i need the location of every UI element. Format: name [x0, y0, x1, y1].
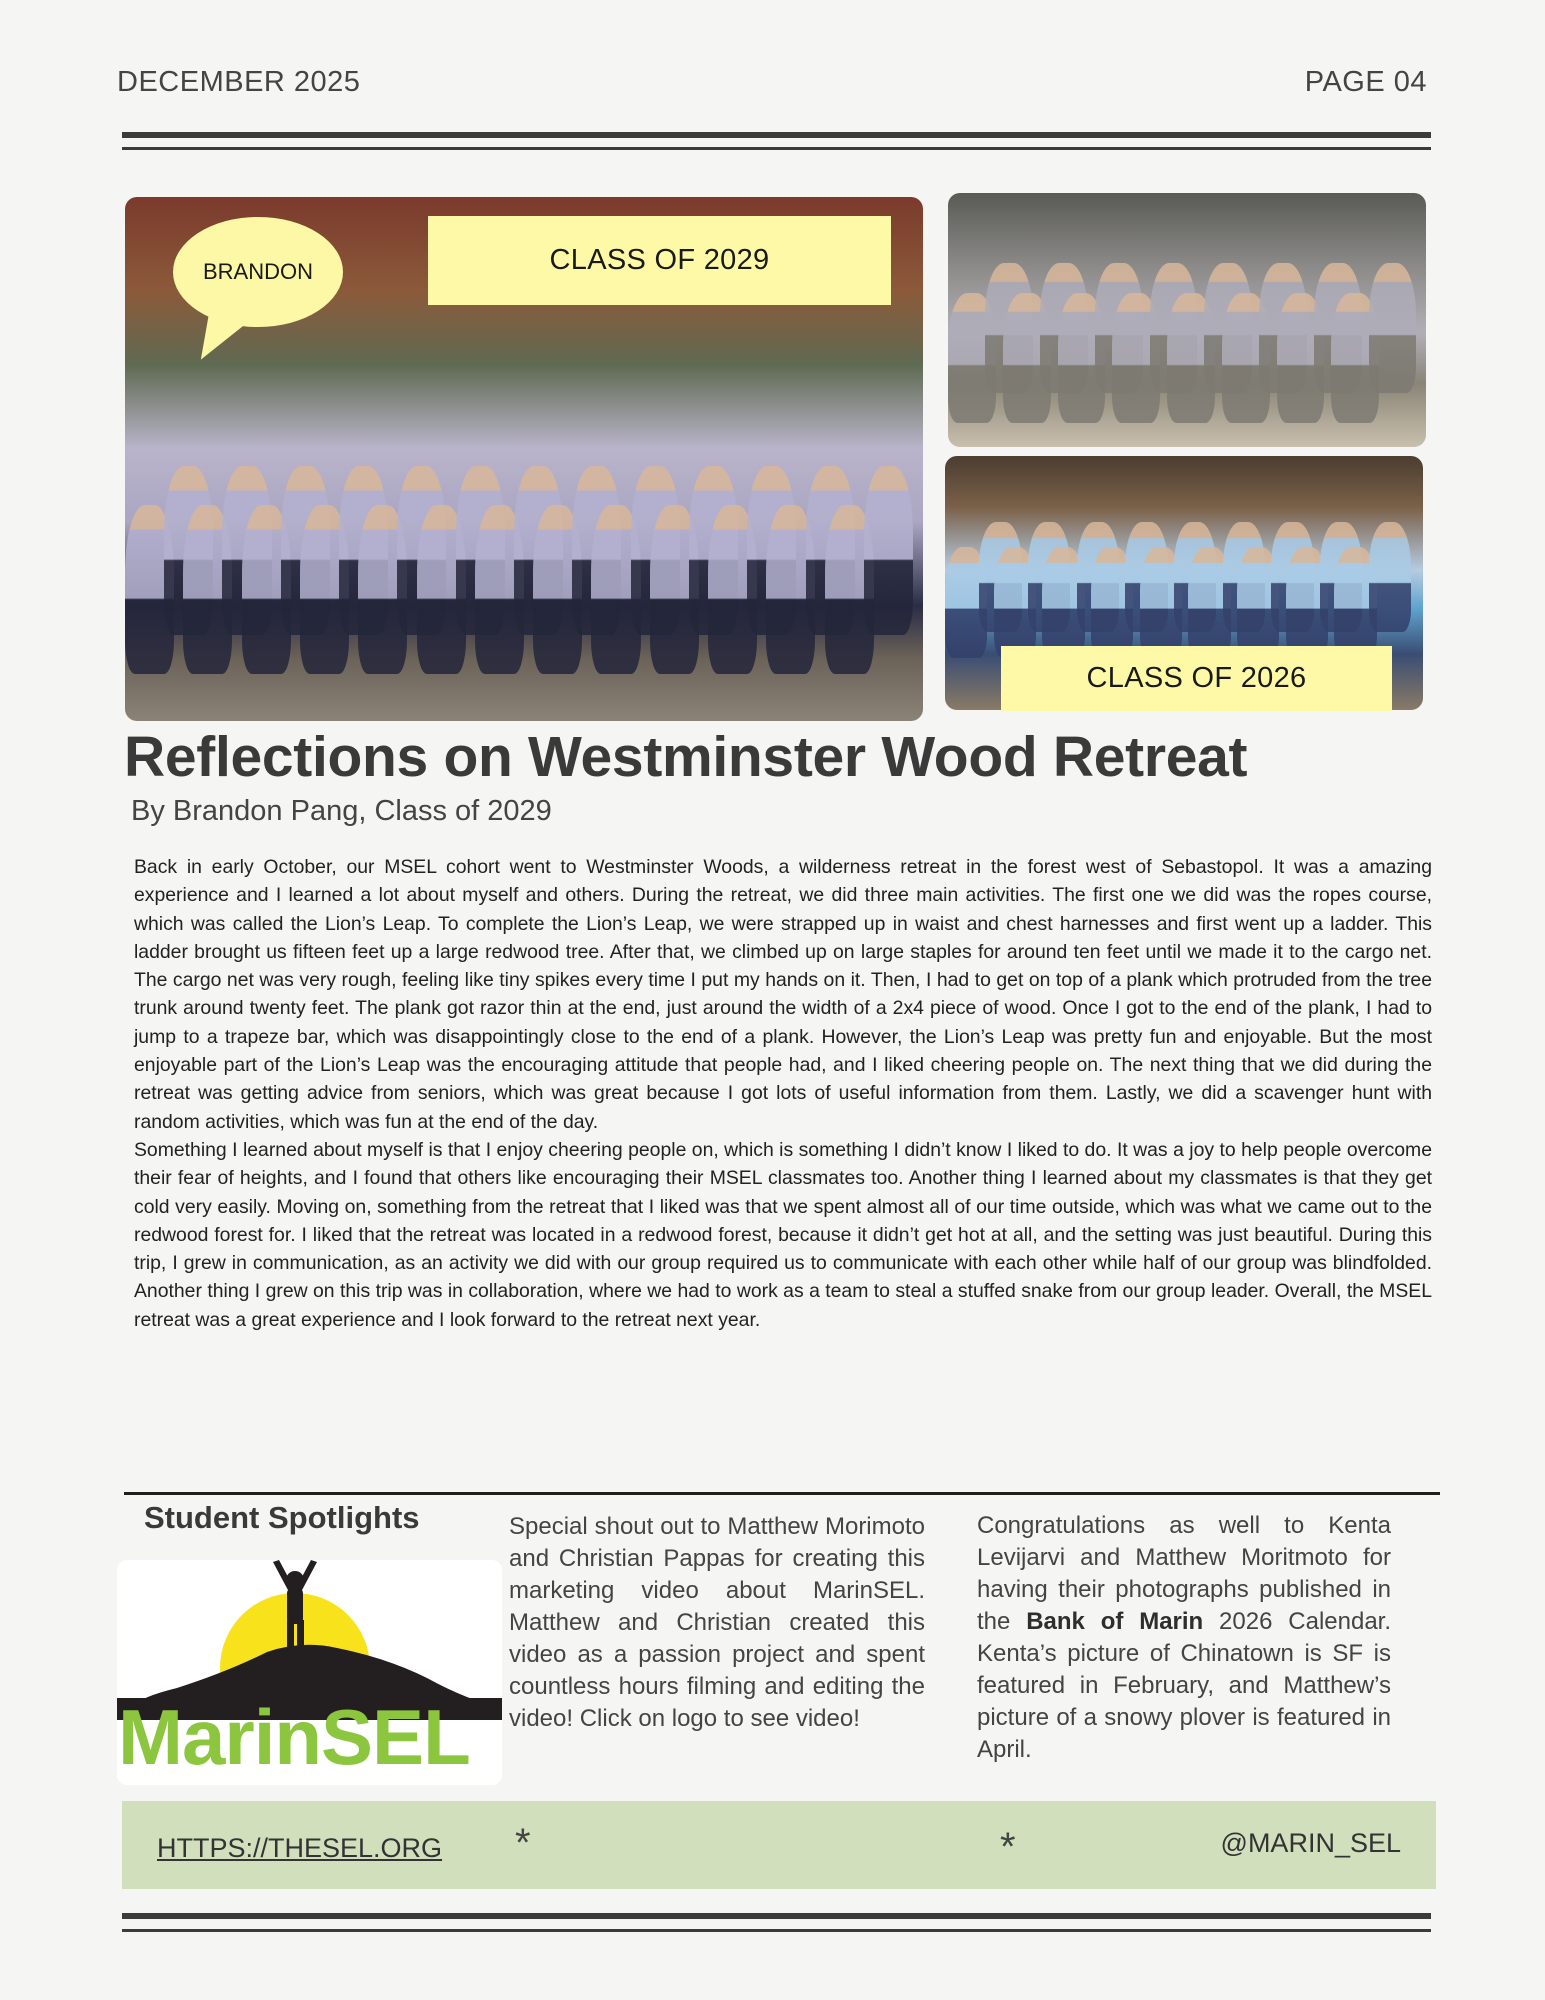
class-2029-label: CLASS OF 2029 [428, 216, 891, 305]
spotlight-calendar-text: Congratulations as well to Kenta Levijarvi and Matthew Moritmoto for having their photographs published in the Bank of Marin 2026 Calendar. Kenta’s picture of Chinatown is SF is featured in February, and Matthew’s picture of a snowy plover is featured in April. [977, 1512, 1392, 1763]
header-rule-thick [122, 132, 1431, 138]
website-link[interactable]: HTTPS://THESEL.ORG [157, 1833, 443, 1863]
asterisk-icon: * [515, 1821, 531, 1865]
asterisk-icon: * [1000, 1825, 1016, 1869]
photo-person [864, 466, 913, 635]
social-handle-link[interactable]: @MARIN_SEL [1220, 1828, 1401, 1858]
issue-date: DECEMBER 2025 [117, 66, 361, 98]
article-paragraph: Something I learned about myself is that I enjoy cheering people on, which is something I didn’t know I liked to do. It was a joy to help people overcome their fear of heights, and I found that others like encouraging their MSEL classmates too. Another thing I learned about my classmates is that they get cold very easily. Moving on, something from the retreat that I liked was that we spent almost all of our time outside, which was what we came out to the redwood forest for. I liked that the retreat was located in a redwood forest, because it didn’t get hot at all, and the setting was just beautiful. During this trip, I grew in communication, as an activity we did with our group required us to communicate with each other while half of our group was blindfolded. Another thing I grew on this trip was in collaboration, where we had to work as a team to steal a stuffed snake from our group leader. Overall, the MSEL retreat was a great experience and I look forward to the retreat next year. [134, 1138, 1432, 1331]
spotlights-title: Student Spotlights [144, 1500, 420, 1535]
circle-activity-photo [948, 193, 1426, 447]
name-speech-bubble: BRANDON [173, 217, 343, 327]
article-title: Reflections on Westminster Wood Retreat [124, 725, 1248, 789]
footer-rule-thick [122, 1913, 1431, 1919]
article-byline: By Brandon Pang, Class of 2029 [131, 795, 552, 827]
class-2026-label: CLASS OF 2026 [1001, 646, 1392, 711]
footer-bar [122, 1801, 1436, 1889]
header-rule-thin [122, 147, 1431, 150]
photo-person [1369, 263, 1417, 393]
footer-rule-thin [122, 1929, 1431, 1932]
spotlight-video-text: Special shout out to Matthew Morimoto and Christian Pappas for creating this marketing video about MarinSEL. Matthew and Christian created this video as a passion project and spent countless hours filming and editing the video! Click on logo to see video! [509, 1513, 925, 1732]
article-body [134, 853, 1432, 1334]
article-paragraph: Back in early October, our MSEL cohort went to Westminster Woods, a wilderness retreat in the forest west of Sebastopol. It was a amazing experience and I learned a lot about myself and others. During the retreat, we did three main activities. The first one we did was the ropes course, which was called the Lion’s Leap. To complete the Lion’s Leap, we were strapped up in waist and chest harnesses and first went up a ladder. This ladder brought us fifteen feet up a large redwood tree. After that, we climbed up on large staples for around ten feet until we made it to the cargo net. The cargo net was very rough, feeling like tiny spikes every time I put my hands on it. Then, I had to get on top of a plank which protruded from the tree trunk around twenty feet. The plank got razor thin at the end, just around the width of a 2x4 piece of wood. Once I got to the end of the plank, I had to jump to a trapeze bar, which was disappointingly close to the end of a plank. However, the Lion’s Leap was pretty fun and enjoyable. But the most enjoyable part of the Lion’s Leap was the encouraging attitude that people had, and I liked cheering people on. The next thing that we did during the retreat was getting advice from seniors, which was great because I got lots of useful information from them. Lastly, we did a scavenger hunt with random activities, which was fun at the end of the day. [134, 856, 1432, 1133]
logo-wordmark: MarinSEL [118, 1693, 470, 1781]
section-divider [124, 1492, 1440, 1495]
photo-person [1369, 522, 1411, 633]
marinsel-logo-link[interactable] [117, 1560, 502, 1785]
bank-name: Bank of Marin [1026, 1608, 1204, 1635]
page-number: PAGE 04 [1304, 66, 1427, 98]
